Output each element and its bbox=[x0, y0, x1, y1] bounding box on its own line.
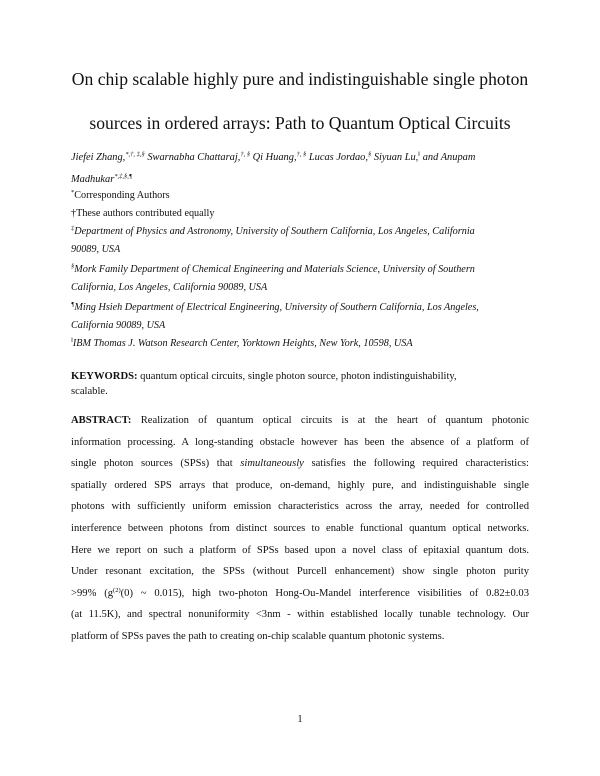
affiliation-2 bbox=[71, 264, 531, 275]
abstract-text: Realization of quantum optical circuits is at the heart of quantum photonic bbox=[131, 415, 529, 426]
author-name: Qi Huang, bbox=[250, 152, 297, 163]
page-number: 1 bbox=[297, 714, 303, 725]
abstract-line: information processing. A long-standing obstacle however has been the absence of a platform of bbox=[71, 436, 529, 448]
abstract-label: ABSTRACT: bbox=[71, 415, 132, 426]
keywords-text-cont: scalable. bbox=[71, 386, 108, 397]
affiliation-text: Ming Hsieh Department of Electrical Engineering, University of Southern California, Los Angeles, bbox=[74, 302, 479, 313]
author-list bbox=[71, 147, 529, 190]
author-marks: †, § bbox=[240, 151, 251, 158]
abstract-line: interference between photons from distinct sources to enable functional quantum optical networks. bbox=[71, 522, 529, 534]
author-name: Lucas Jordao, bbox=[306, 152, 368, 163]
paper-title-line-2: sources in ordered arrays: Path to Quantum Optical Circuits bbox=[89, 113, 511, 133]
abstract-line bbox=[71, 583, 529, 605]
abstract-line: (at 11.5K), and spectral nonuniformity <3nm - within established locally tunable technology. Our bbox=[71, 609, 529, 621]
abstract-text: >99% (g bbox=[71, 587, 114, 599]
abstract-line bbox=[71, 453, 529, 475]
affiliation-mark: ‖ bbox=[71, 337, 73, 344]
author-name: Jiefei Zhang, bbox=[71, 152, 126, 163]
affiliation-1 bbox=[71, 226, 531, 237]
abstract-line: Under resonant excitation, the SPSs (without Purcell enhancement) show single photon purity bbox=[71, 566, 529, 578]
abstract-emphasis: simultaneously bbox=[240, 458, 304, 470]
affiliation-1-cont: 90089, USA bbox=[71, 244, 121, 255]
author-marks: ‖ bbox=[418, 151, 421, 158]
abstract-text: (0) ~ 0.015), high two-photon Hong-Ou-Mandel interference visibilities of 0.82±0.03 bbox=[120, 587, 529, 599]
affiliation-mark: ¶ bbox=[71, 301, 75, 308]
author-line-2 bbox=[71, 169, 529, 191]
affiliation-mark: ‡ bbox=[71, 225, 75, 232]
author-name: Swarnabha Chattaraj, bbox=[144, 152, 241, 163]
abstract-line: Here we report on such a platform of SPSs based upon a novel class of epitaxial quantum dots. bbox=[71, 544, 529, 556]
author-marks: § bbox=[367, 151, 372, 158]
abstract-block bbox=[71, 410, 529, 648]
affiliation-text: IBM Thomas J. Watson Research Center, Yorktown Heights, New York, 10598, USA bbox=[72, 338, 413, 349]
author-name: Madhukar bbox=[71, 173, 115, 185]
author-name: and Anupam bbox=[420, 152, 476, 163]
author-line-1 bbox=[71, 147, 529, 169]
abstract-line: platform of SPSs paves the path to creating on-chip scalable quantum photonic systems. bbox=[71, 630, 445, 642]
affiliation-2-cont: California, Los Angeles, California 90089, USA bbox=[71, 282, 268, 293]
abstract-text: satisfies the following required characteristics: bbox=[303, 458, 529, 470]
keywords-label: KEYWORDS: bbox=[71, 371, 138, 382]
author-name: Siyuan Lu, bbox=[371, 152, 419, 163]
corresponding-note bbox=[71, 190, 531, 201]
author-marks: *,†, ‡,§ bbox=[125, 151, 145, 158]
abstract-line: photons with sufficiently uniform emission characteristics across the array, needed for controlled bbox=[71, 501, 529, 513]
paper-title-line-1: On chip scalable highly pure and indistinguishable single photon bbox=[71, 69, 529, 89]
affiliation-3-cont: California 90089, USA bbox=[71, 320, 166, 331]
note-mark: * bbox=[71, 189, 75, 196]
affiliation-text: Mork Family Department of Chemical Engineering and Materials Science, University of Southern bbox=[74, 264, 475, 275]
affiliation-4 bbox=[71, 338, 531, 349]
abstract-line: spatially ordered SPS arrays that produce, on-demand, highly pure, and indistinguishable single bbox=[71, 479, 529, 491]
author-marks: †, § bbox=[296, 151, 307, 158]
abstract-text: single photon sources (SPSs) that bbox=[71, 458, 241, 470]
keywords-block bbox=[71, 369, 529, 399]
affiliation-text: Department of Physics and Astronomy, University of Southern California, Los Angeles, California bbox=[74, 226, 475, 237]
equal-contribution-note: †These authors contributed equally bbox=[71, 208, 215, 219]
abstract-line bbox=[71, 410, 529, 432]
abstract-superscript: (2) bbox=[113, 586, 121, 594]
affiliation-mark: § bbox=[71, 263, 75, 270]
author-marks: *,‡,§,¶ bbox=[114, 172, 133, 180]
affiliation-3 bbox=[71, 302, 531, 313]
note-text: Corresponding Authors bbox=[74, 190, 170, 201]
keywords-text: quantum optical circuits, single photon source, photon indistinguishability, bbox=[137, 371, 457, 382]
